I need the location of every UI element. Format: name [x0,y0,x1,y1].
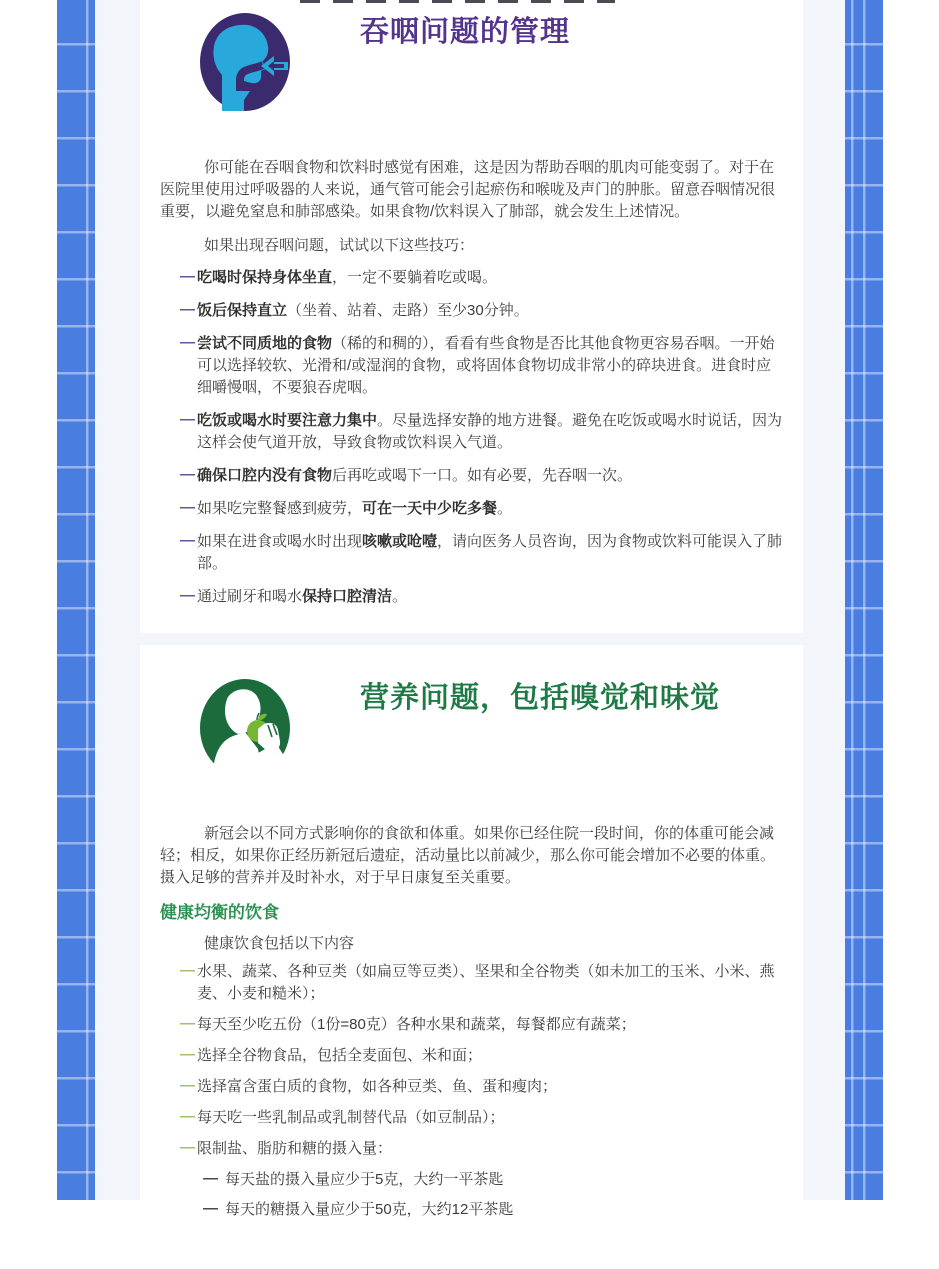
section-title: 吞咽问题的管理 [360,16,571,48]
section-title: 营养问题，包括嗅觉和味觉 [360,682,721,714]
list-item-text: 如果在进食或喝水时出现咳嗽或呛噎，请向医务人员咨询，因为食物或饮料可能误入了肺部。 [197,533,783,572]
healthy-diet-list [160,961,783,1221]
swallowing-tips-list [160,267,783,608]
intro-paragraph: 你可能在吞咽食物和饮料时感觉有困难，这是因为帮助吞咽的肌肉可能变弱了。对于在医院里使用过呼吸器的人来说，通气管可能会引起瘀伤和喉咙及声门的肿胀。留意吞咽情况很重要，以避免窒息和肺部感染。如果食物/饮料误入了肺部，就会发生上述情况。 [160,159,776,220]
dash-bullet-icon: — [180,1139,195,1156]
list-item-text: 每天至少吃五份（1份=80克）各种水果和蔬菜，每餐都应有蔬菜； [197,1016,636,1033]
section-nutrition [140,645,803,1269]
list-item [160,1045,783,1067]
swallowing-icon [200,13,290,111]
list-item [160,1138,783,1160]
dash-bullet-icon: — [180,1077,195,1094]
document-body [140,0,803,1269]
sub-list-item-text: 每天盐的摄入量应少于5克，大约一平茶匙 [225,1171,504,1188]
dash-bullet-icon: — [180,1046,195,1063]
list-intro-paragraph: 健康饮食包括以下内容 [204,935,355,952]
diet-subheading: 健康均衡的饮食 [160,903,279,922]
list-item [160,531,783,575]
dash-bullet-icon: — [180,1015,195,1032]
dash-bullet-icon: — [203,1170,218,1187]
list-item [160,1076,783,1098]
list-item-text: 水果、蔬菜、各种豆类（如扁豆等豆类）、坚果和全谷物类（如未加工的玉米、小米、燕麦、小麦和糙米）； [197,963,775,1002]
sub-list-item-text: 每天的糖摄入量应少于50克，大约12平茶匙 [225,1201,514,1218]
dash-bullet-icon: — [180,268,195,285]
list-item [160,961,783,1005]
dash-bullet-icon: — [180,334,195,351]
list-item-text: 每天吃一些乳制品或乳制替代品（如豆制品）； [197,1109,505,1126]
dash-bullet-icon: — [180,301,195,318]
list-item-text: 尝试不同质地的食物（稀的和稠的），看看有些食物是否比其他食物更容易吞咽。一开始可以选择较软、光滑和/或湿润的食物，或将固体食物切成非常小的碎块进食。进食时应细嚼慢咽，不要狼吞虎咽。 [197,335,775,396]
list-item-text: 选择全谷物食品，包括全麦面包、米和面； [197,1047,483,1064]
dash-bullet-icon: — [180,962,195,979]
decorative-grid-border-right [845,0,883,1200]
dash-bullet-icon: — [180,532,195,549]
decorative-grid-border-left [57,0,95,1200]
dash-bullet-icon: — [180,411,195,428]
list-item [160,1107,783,1129]
tips-intro-paragraph: 如果出现吞咽问题，试试以下这些技巧： [204,237,475,254]
cut-off-previous-section [300,0,615,3]
list-item-text: 通过刷牙和喝水保持口腔清洁。 [197,588,408,605]
list-item-text: 选择富含蛋白质的食物，如各种豆类、鱼、蛋和瘦肉； [197,1078,558,1095]
nutrition-icon [200,679,290,777]
section-header [160,13,783,111]
list-item [160,498,783,520]
section-swallowing [140,0,803,633]
list-item [160,333,783,399]
sub-list-item [160,1169,783,1191]
list-item-text: 吃饭或喝水时要注意力集中。尽量选择安静的地方进餐。避免在吃饭或喝水时说话，因为这样会使气道开放，导致食物或饮料误入气道。 [197,412,783,451]
list-item-text: 饭后保持直立（坐着、站着、走路）至少30分钟。 [197,302,529,319]
dash-bullet-icon: — [180,1108,195,1125]
section-header [160,679,783,777]
dash-bullet-icon: — [203,1200,218,1217]
list-item [160,1014,783,1036]
dash-bullet-icon: — [180,499,195,516]
list-item-text: 吃喝时保持身体坐直，一定不要躺着吃或喝。 [197,269,498,286]
list-item [160,267,783,289]
list-item-text: 限制盐、脂肪和糖的摄入量： [197,1140,393,1157]
dash-bullet-icon: — [180,466,195,483]
intro-paragraph: 新冠会以不同方式影响你的食欲和体重。如果你已经住院一段时间，你的体重可能会减轻；相反，如果你正经历新冠后遗症，活动量比以前减少，那么你可能会增加不必要的体重。摄入足够的营养并及时补水，对于早日康复至关重要。 [160,825,776,886]
sub-list-item [160,1199,783,1221]
list-item-text: 如果吃完整餐感到疲劳，可在一天中少吃多餐。 [197,500,513,517]
list-item-text: 确保口腔内没有食物后再吃或喝下一口。如有必要，先吞咽一次。 [197,467,633,484]
list-item [160,586,783,608]
list-item [160,465,783,487]
list-item [160,300,783,322]
list-item [160,410,783,454]
dash-bullet-icon: — [180,587,195,604]
